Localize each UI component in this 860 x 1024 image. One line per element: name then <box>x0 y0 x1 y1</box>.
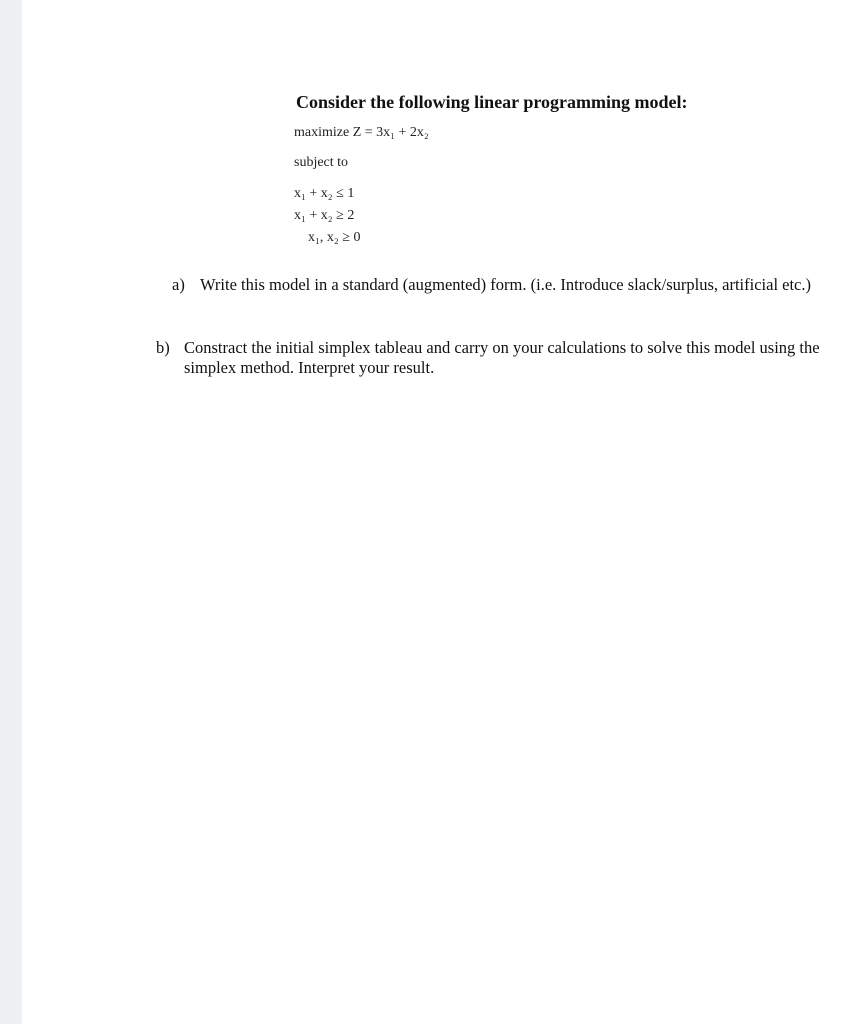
constraint-nonnegativity: x₁, x₂ ≥ 0 <box>308 230 361 245</box>
page-title: Consider the following linear programming model: <box>296 92 688 112</box>
left-gutter <box>0 0 22 1024</box>
question-b-text: Constract the initial simplex tableau and carry on your calculations to solve this model using the simplex method. Interpret your result. <box>184 338 820 377</box>
constraint-1: x₁ + x₂ ≤ 1 <box>294 186 355 201</box>
subject-to-label: subject to <box>294 155 349 170</box>
document-page <box>22 0 860 1024</box>
question-a-label: a) <box>172 275 185 294</box>
constraint-2: x₁ + x₂ ≥ 2 <box>294 208 355 223</box>
objective-function: maximize Z = 3x₁ + 2x₂ <box>294 125 429 140</box>
question-b-label: b) <box>156 338 170 357</box>
question-a-text: Write this model in a standard (augmented) form. (i.e. Introduce slack/surplus, artificial etc.) <box>200 275 811 294</box>
